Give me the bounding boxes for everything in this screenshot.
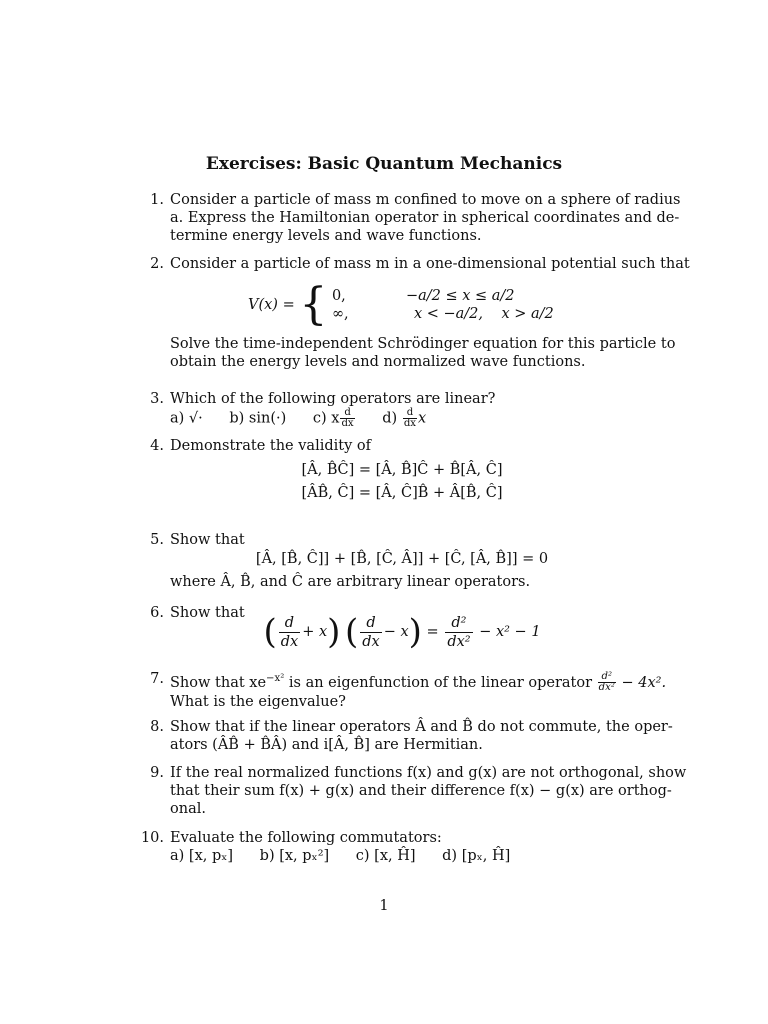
exercise-text-line: Consider a particle of mass m in a one-dimensional potential such that: [170, 256, 690, 272]
exercise-8: [140, 718, 673, 754]
case-condition: −a/2 ≤ x ≤ a/2: [405, 288, 515, 304]
exercise-number: 8.: [150, 719, 164, 735]
exercise-7: [140, 670, 667, 711]
potential-equation: [248, 279, 634, 330]
exercise-text-line: Show that $xe^{-x^2}$ is an eigenfunction of the linear operator $\frac{\text{d²}}{\text{dx²}}$ − 4x².: [170, 671, 667, 694]
page-number: 1: [379, 898, 389, 914]
exercise-9: [140, 764, 687, 818]
exercise-text-line: obtain the energy levels and normalized wave functions.: [170, 354, 586, 370]
case-value: 0,: [331, 288, 346, 304]
exercise-text-line: onal.: [170, 801, 206, 817]
exercise-text-line: If the real normalized functions f(x) and g(x) are not orthogonal, show: [170, 765, 687, 781]
exercise-5: [140, 531, 640, 591]
option-a: a) [x, pₓ]: [170, 848, 234, 864]
page-title: Exercises: Basic Quantum Mechanics: [205, 154, 563, 174]
brace-symbol: {: [299, 279, 328, 330]
exercise-3: [140, 390, 640, 429]
exercise-6: [140, 604, 640, 656]
option-b: b) sin(·): [229, 410, 287, 427]
derivative-fraction: $\frac{d}{dx}$: [403, 407, 417, 430]
exercise-text-line: Show that if the linear operators Â and B̂ do not commute, the oper-: [170, 719, 673, 735]
exercise-text-line: Show that: [170, 532, 245, 548]
exercise-text-line: a. Express the Hamiltonian operator in spherical coordinates and de-: [170, 210, 680, 226]
second-derivative-fraction: $\frac{\text{d²}}{\text{dx²}}$: [447, 614, 471, 650]
exercise-number: 7.: [150, 671, 164, 687]
exercise-number: 2.: [150, 256, 164, 272]
exercise-number: 6.: [150, 605, 164, 621]
exercise-text-line: that their sum f(x) + g(x) and their difference f(x) − g(x) are orthog-: [170, 783, 672, 799]
exercise-number: 3.: [150, 391, 164, 407]
commutator-options: [170, 847, 634, 865]
option-d: d): [382, 410, 398, 427]
option-a: a) √·: [170, 410, 203, 427]
exercise-text-line: Consider a particle of mass m confined to move on a sphere of radius: [170, 192, 681, 208]
operator-identity: ( $\frac{d}{dx}$ + x) ( $\frac{d}{dx}$ − x) = $\frac{\text{d²}}{\text{dx²}}$ − x² − 1: [263, 612, 541, 652]
exercise-text-line: Which of the following operators are linear?: [170, 391, 496, 407]
derivative-fraction: $\frac{d}{dx}$: [362, 614, 380, 650]
commutator-identity: [ÂB̂, Ĉ] = [Â, Ĉ]B̂ + Â[B̂, Ĉ]: [301, 485, 503, 501]
commutator-identity: [Â, B̂Ĉ] = [Â, B̂]Ĉ + B̂[Â, Ĉ]: [301, 462, 503, 478]
exercise-2: [140, 255, 690, 371]
exercise-10: [140, 829, 640, 865]
option-b: b) [x, pₓ²]: [259, 848, 330, 864]
case-value: ∞,: [331, 306, 349, 322]
derivative-fraction: $\frac{d}{dx}$: [341, 407, 354, 430]
exercise-text-line: What is the eigenvalue?: [170, 694, 346, 711]
exercise-number: 9.: [150, 765, 164, 781]
option-c: c) x: [312, 410, 340, 427]
option-c: c) [x, Ĥ]: [355, 848, 416, 864]
exercise-text-line: where Â, B̂, and Ĉ are arbitrary linear operators.: [170, 574, 531, 590]
jacobi-identity: [Â, [B̂, Ĉ]] + [B̂, [Ĉ, Â]] + [Ĉ, [Â, B̂]] = 0: [255, 551, 549, 567]
option-d: d) [pₓ, Ĥ]: [442, 848, 511, 864]
exercise-number: 10.: [140, 830, 164, 846]
exercise-4: [140, 437, 640, 502]
exercise-number: 4.: [150, 438, 164, 454]
exercise-number: 1.: [150, 192, 164, 208]
exercise-text-line: ators (ÂB̂ + B̂Â) and i[Â, B̂] are Hermitian.: [170, 737, 483, 753]
exercise-text-line: Show that: [170, 605, 245, 621]
piecewise-cases: [332, 287, 554, 323]
exercise-number: 5.: [150, 532, 164, 548]
exercise-text-line: Evaluate the following commutators:: [170, 830, 442, 846]
exercise-text-line: termine energy levels and wave functions.: [170, 228, 482, 244]
operator-options: a) √· b) sin(·) c) x $\frac{d}{dx}$ d) $\frac{d}{dx}$ x: [170, 407, 427, 430]
case-condition: x < −a/2, x > a/2: [413, 306, 554, 322]
exercise-text-line: Demonstrate the validity of: [170, 438, 371, 454]
exercise-1: [140, 191, 681, 245]
exercise-text-line: Solve the time-independent Schrödinger equation for this particle to: [170, 336, 676, 352]
equation-lhs: V(x) =: [248, 297, 295, 313]
derivative-fraction: $\frac{d}{dx}$: [280, 614, 299, 650]
second-derivative-fraction: $\frac{\text{d²}}{\text{dx²}}$: [598, 671, 615, 694]
